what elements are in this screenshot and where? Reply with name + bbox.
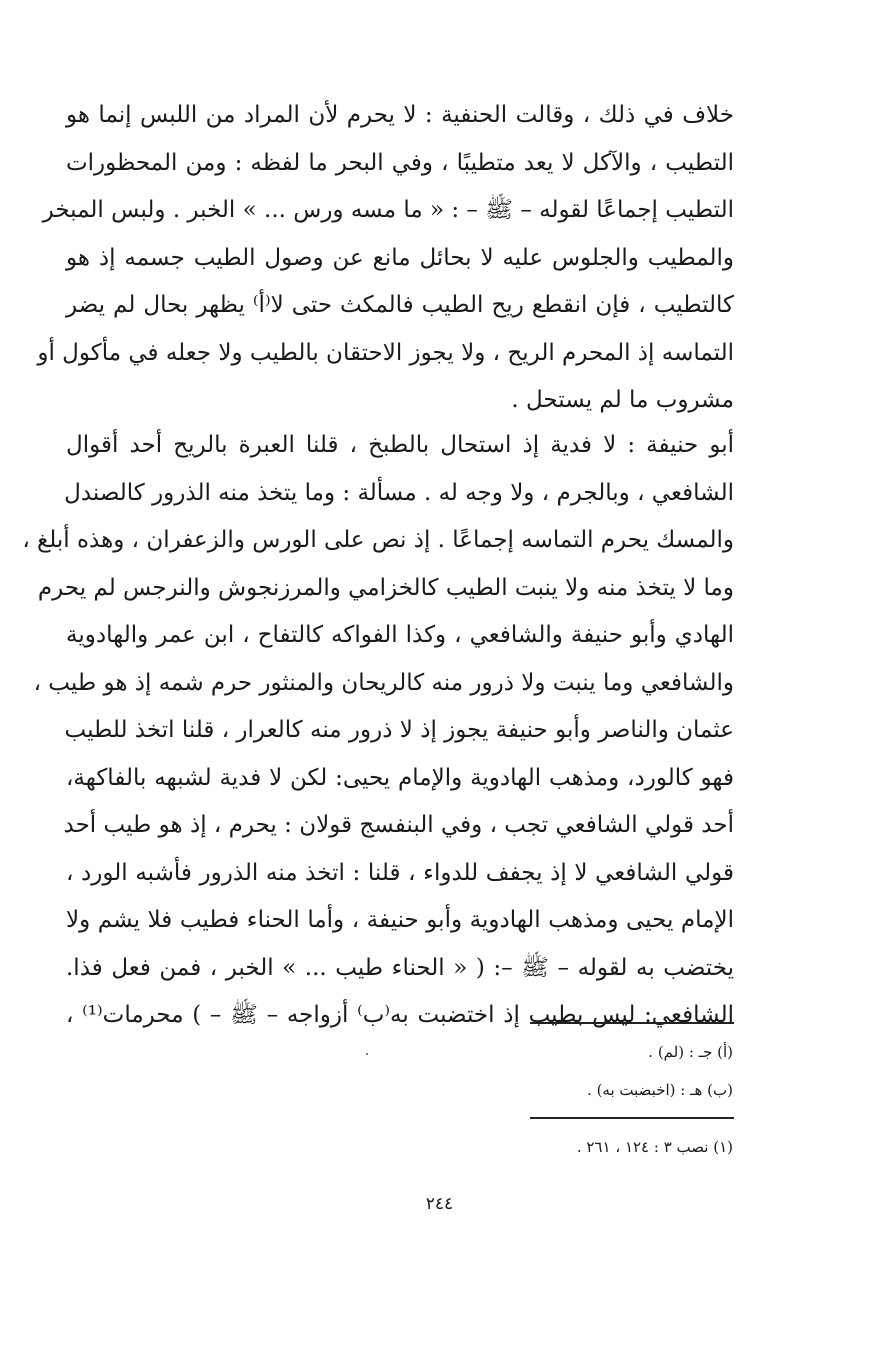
text-line: والمسك يحرم التماسه إجماعًا . إذ نص على الورس والزعفران ، وهذه أبلغ ، [22, 527, 734, 553]
body-paragraph-1 [37, 92, 734, 425]
text-line: الإمام يحيى ومذهب الهادوية وأبو حنيفة ، وأما الحناء فطيب فلا يشم ولا [66, 907, 734, 933]
text-line: الهادي وأبو حنيفة والشافعي ، وكذا الفواكه كالتفاح ، ابن عمر والهادوية [66, 622, 734, 648]
page-number: ٢٤٤ [425, 1194, 454, 1214]
footnote-variant-a: (أ) جـ : (لم) . [648, 1043, 733, 1061]
text-line: عثمان والناصر وأبو حنيفة يجوز إذ لا ذرور منه كالعرار ، قلنا اتخذ للطيب [64, 717, 734, 743]
text-line: خلاف في ذلك ، وقالت الحنفية : لا يحرم لأن المراد من اللبس إنما هو [66, 102, 734, 128]
text-line: الشافعي: ليس بطيب إذ اختضبت به⁽ب⁾ أزواجه – ﷺ – ) محرمات⁽¹⁾ ، [66, 1002, 734, 1028]
text-line: أبو حنيفة : لا فدية إذ استحال بالطبخ ، قلنا العبرة بالريح أحد أقوال [66, 432, 734, 458]
footnote-divider-sources [530, 1117, 734, 1119]
text-line: والشافعي وما ينبت ولا ذرور منه كالريحان والمنثور حرم شمه إذ هو طيب ، [33, 669, 734, 696]
footnote-variant-b: (ب) هـ : (اخبضبت به) . [587, 1081, 733, 1099]
text-line: التماسه إذ المحرم الريح ، ولا يجوز الاحتقان بالطيب ولا جعله في مأكول أو [37, 339, 734, 366]
text-line: أحد قولي الشافعي تجب ، وفي البنفسج قولان : يحرم ، إذ هو طيب أحد [63, 812, 734, 838]
body-paragraph-2 [22, 422, 734, 1040]
text-line: الشافعي ، وبالجرم ، ولا وجه له . مسألة : وما يتخذ منه الذرور كالصندل [64, 479, 734, 506]
footnote-divider-variants [530, 1022, 734, 1024]
text-line: يختضب به لقوله – ﷺ –: ( « الحناء طيب ... » الخبر ، فمن فعل فذا. [66, 954, 734, 981]
text-line: والمطيب والجلوس عليه لا بحائل مانع عن وصول الطيب جسمه إذ هو [66, 244, 734, 271]
text-line: التطيب إجماعًا لقوله – ﷺ – : « ما مسه ورس ... » الخبر . ولبس المبخر [42, 197, 734, 223]
text-line: التطيب ، والآكل لا يعد متطيبًا ، وفي البحر ما لفظه : ومن المحظورات [66, 149, 734, 176]
scan-speck [366, 1053, 368, 1055]
text-line: قولي الشافعي لا إذ يجفف للدواء ، قلنا : اتخذ منه الذرور فأشبه الورد ، [66, 859, 734, 886]
text-line: مشروب ما لم يستحل . [511, 387, 734, 413]
text-line: فهو كالورد، ومذهب الهادوية والإمام يحيى: لكن لا فدية لشبهه بالفاكهة، [66, 764, 734, 791]
text-line: وما لا يتخذ منه ولا ينبت الطيب كالخزامي والمرزنجوش والنرجس لم يحرم [37, 574, 734, 601]
footnote-source-1: (١) نصب ٣ : ١٢٤ ، ٢٦١ . [576, 1138, 733, 1156]
text-line: كالتطيب ، فإن انقطع ريح الطيب فالمكث حتى لا⁽أ⁾ يظهر بحال لم يضر [66, 292, 734, 318]
